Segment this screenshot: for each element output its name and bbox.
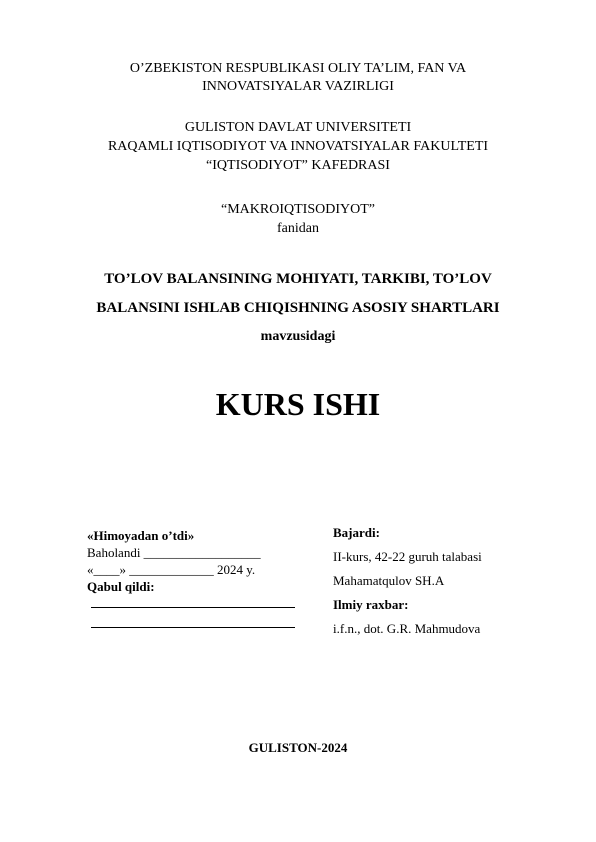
student-name: Mahamatqulov SH.A — [333, 573, 445, 588]
university-name: GULISTON DAVLAT UNIVERSITETI — [184, 120, 412, 135]
accepted-label: Qabul qildi: — [87, 579, 155, 594]
done-label: Bajardi: — [333, 525, 380, 540]
topic-line-2: BALANSINI ISHLAB CHIQISHNING ASOSIY SHARTLARI — [96, 300, 500, 316]
ministry-line-2: INNOVATSIYALAR VAZIRLIGI — [202, 79, 394, 94]
topic-suffix: mavzusidagi — [260, 329, 336, 344]
subject-suffix: fanidan — [277, 221, 319, 236]
ministry-line-1: O’ZBEKISTON RESPUBLIKASI OLIY TA’LIM, FAN VA — [129, 61, 467, 76]
student-group: II-kurs, 42-22 guruh talabasi — [333, 549, 482, 564]
footer-city-year: GULISTON-2024 — [248, 740, 348, 755]
document-title: KURS ISHI — [215, 386, 381, 422]
topic-line-1: TO’LOV BALANSINING MOHIYATI, TARKIBI, TO’LOV — [104, 271, 492, 287]
signature-line-1 — [91, 607, 295, 608]
faculty-name: RAQAMLI IQTISODIYOT VA INNOVATSIYALAR FAKULTETI — [107, 139, 489, 154]
defense-label: «Himoyadan o’tdi» — [87, 528, 195, 543]
department-name: “IQTISODIYOT” KAFEDRASI — [206, 158, 390, 173]
signature-line-2 — [91, 627, 295, 628]
advisor-name: i.f.n., dot. G.R. Mahmudova — [333, 621, 481, 636]
graded-line: Baholandi __________________ — [87, 545, 261, 560]
subject-name: “MAKROIQTISODIYOT” — [221, 202, 375, 217]
date-line: «____» _____________ 2024 y. — [87, 562, 256, 577]
advisor-label: Ilmiy raxbar: — [333, 597, 409, 612]
